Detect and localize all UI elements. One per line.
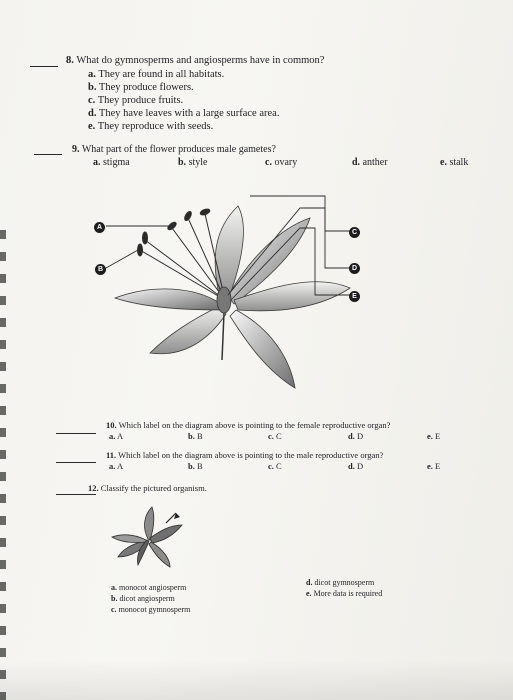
option-text: B — [196, 431, 203, 441]
q12-option-e[interactable] — [306, 589, 382, 598]
option-letter: d. — [306, 578, 313, 587]
option-text: dicot gymnosperm — [314, 578, 375, 587]
q10-option-c[interactable] — [268, 431, 282, 441]
diagram-label-b: B — [95, 264, 106, 275]
flower-stamens — [138, 208, 226, 300]
option-letter: a. — [111, 583, 117, 592]
q9-option-b[interactable] — [178, 157, 207, 168]
option-text: stigma — [103, 157, 130, 168]
option-letter: d. — [88, 108, 97, 119]
option-text: More data is required — [313, 589, 383, 598]
diagram-label-e: E — [349, 291, 360, 302]
q9-option-c[interactable] — [265, 157, 297, 168]
option-letter: a. — [93, 157, 101, 168]
organism-image — [108, 505, 188, 569]
option-text: D — [356, 461, 364, 471]
photo-shadow — [0, 660, 513, 700]
option-text: stalk — [449, 157, 469, 168]
option-letter: b. — [188, 431, 195, 441]
q9-option-e[interactable] — [440, 157, 468, 168]
option-letter: d. — [352, 157, 361, 168]
option-text: B — [196, 461, 203, 471]
option-letter: c. — [268, 431, 274, 441]
margin-dashes — [0, 230, 6, 700]
option-text: A — [117, 461, 124, 471]
option-text: anther — [362, 157, 388, 168]
q8-option-b[interactable] — [88, 82, 194, 93]
q11-option-b[interactable] — [188, 461, 203, 471]
question-8 — [66, 55, 324, 66]
q12-option-a[interactable] — [111, 583, 186, 592]
question-number: 11. — [106, 450, 117, 460]
flower-diagram — [100, 188, 370, 408]
question-number: 10. — [106, 420, 117, 430]
q12-option-d[interactable] — [306, 578, 374, 587]
question-number: 9. — [72, 144, 80, 155]
answer-blank-q11[interactable] — [56, 462, 96, 463]
q8-option-d[interactable] — [88, 108, 279, 119]
option-text: E — [435, 431, 441, 441]
question-12 — [88, 483, 207, 493]
option-text: They produce flowers. — [98, 82, 194, 93]
option-letter: b. — [111, 594, 118, 603]
q9-option-d[interactable] — [352, 157, 388, 168]
question-11 — [106, 450, 383, 460]
option-letter: b. — [178, 157, 187, 168]
q10-option-b[interactable] — [188, 431, 203, 441]
question-text: What do gymnosperms and angiosperms have in common? — [76, 55, 325, 66]
question-text: What part of the flower produces male gametes? — [81, 144, 276, 155]
option-text: They reproduce with seeds. — [97, 121, 214, 132]
option-letter: e. — [88, 121, 96, 132]
q12-option-b[interactable] — [111, 594, 175, 603]
option-text: E — [435, 461, 441, 471]
question-10 — [106, 420, 390, 430]
question-number: 8. — [66, 55, 74, 66]
q8-option-c[interactable] — [88, 95, 183, 106]
q10-option-d[interactable] — [348, 431, 363, 441]
option-text: They produce fruits. — [97, 95, 184, 106]
q9-option-a[interactable] — [93, 157, 130, 168]
option-letter: e. — [427, 431, 433, 441]
question-9 — [72, 144, 276, 155]
option-letter: b. — [188, 461, 195, 471]
question-text: Which label on the diagram above is pointing to the female reproductive organ? — [118, 420, 391, 430]
question-text: Which label on the diagram above is pointing to the male reproductive organ? — [118, 450, 384, 460]
option-letter: c. — [265, 157, 272, 168]
option-text: ovary — [274, 157, 298, 168]
option-letter: b. — [88, 82, 97, 93]
option-letter: a. — [109, 431, 116, 441]
option-text: monocot angiosperm — [119, 583, 187, 592]
q10-option-a[interactable] — [109, 431, 123, 441]
option-text: A — [117, 431, 124, 441]
option-text: They have leaves with a large surface area. — [98, 108, 280, 119]
diagram-label-a: A — [94, 222, 105, 233]
q11-option-d[interactable] — [348, 461, 363, 471]
option-text: C — [276, 431, 282, 441]
option-text: style — [188, 157, 208, 168]
answer-blank-q12[interactable] — [56, 494, 96, 495]
option-letter: d. — [348, 431, 355, 441]
option-text: monocot gymnosperm — [118, 605, 191, 614]
option-letter: e. — [440, 157, 447, 168]
option-letter: c. — [88, 95, 96, 106]
q12-option-c[interactable] — [111, 605, 190, 614]
option-letter: c. — [268, 461, 274, 471]
answer-blank-q10[interactable] — [56, 433, 96, 434]
q11-option-c[interactable] — [268, 461, 282, 471]
question-text: Classify the pictured organism. — [100, 483, 207, 493]
option-letter: a. — [88, 69, 96, 80]
answer-blank-q8[interactable] — [30, 66, 58, 67]
option-text: C — [276, 461, 282, 471]
option-text: They are found in all habitats. — [98, 69, 225, 80]
option-text: D — [356, 431, 364, 441]
diagram-label-c: C — [349, 227, 360, 238]
q8-option-a[interactable] — [88, 69, 224, 80]
option-letter: e. — [427, 461, 433, 471]
option-text: dicot angiosperm — [119, 594, 175, 603]
option-letter: e. — [306, 589, 312, 598]
q11-option-a[interactable] — [109, 461, 123, 471]
question-number: 12. — [88, 483, 99, 493]
option-letter: d. — [348, 461, 355, 471]
option-letter: c. — [111, 605, 117, 614]
option-letter: a. — [109, 461, 116, 471]
q8-option-e[interactable] — [88, 121, 213, 132]
answer-blank-q9[interactable] — [34, 154, 62, 155]
diagram-label-d: D — [349, 263, 360, 274]
q10-option-e[interactable] — [427, 431, 440, 441]
q11-option-e[interactable] — [427, 461, 440, 471]
